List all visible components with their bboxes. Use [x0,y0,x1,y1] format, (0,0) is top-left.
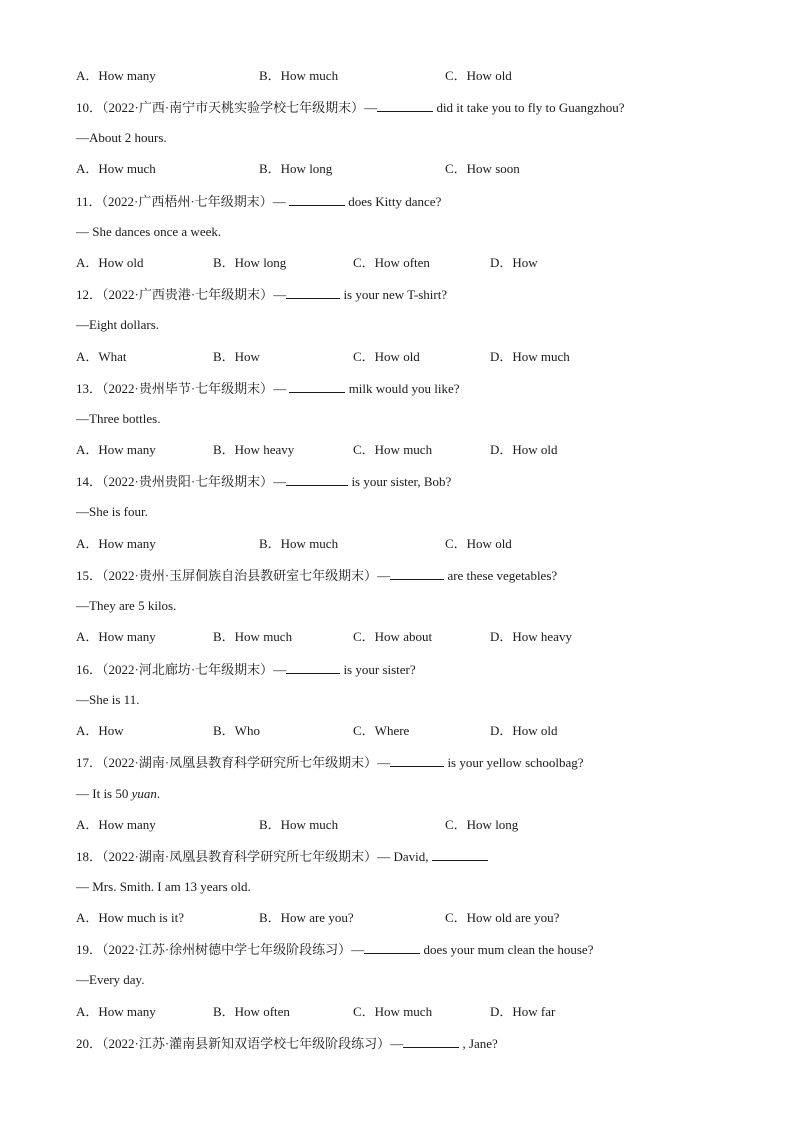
option-b: B．How long [213,255,287,270]
question-19: 19．（2022·江苏·徐州树德中学七年级阶段练习）— does your mum clean the house? [76,942,594,957]
option-d: D．How heavy [490,629,572,644]
option-a: A．How many [76,442,156,457]
option-b: B．How heavy [213,442,295,457]
question-number: 11． [76,194,102,209]
option-c: C．How much [353,442,433,457]
option-a: A．How [76,723,124,738]
option-d: D．How far [490,1004,556,1019]
option-b: B．How much [259,536,339,551]
option-a: A．How many [76,629,156,644]
option-a: A．How much is it? [76,910,184,925]
question-number: 20． [76,1036,103,1051]
question-number: 19． [76,942,103,957]
answer-blank [286,286,340,299]
question-10: 10．（2022·广西·南宁市天桃实验学校七年级期末）— did it take you to fly to Guangzhou? [76,100,625,115]
question-source: （2022·河北廊坊·七年级期末） [102,662,274,677]
question-source: （2022·广西贵港·七年级期末） [102,287,274,302]
option-b: B．How are you? [259,910,354,925]
option-c: C．How old [445,68,512,83]
question-source: （2022·贵州·玉屏侗族自治县教研室七年级期末） [102,568,378,583]
answer-line-12: —Eight dollars. [76,317,160,332]
option-a: A．How much [76,161,156,176]
option-b: B．Who [213,723,260,738]
question-source: （2022·江苏·徐州树德中学七年级阶段练习） [102,942,352,957]
question-20: 20．（2022·江苏·灌南县新知双语学校七年级阶段练习）— , Jane? [76,1036,498,1051]
question-source: （2022·广西梧州·七年级期末） [101,194,273,209]
option-b: B．How much [259,817,339,832]
option-c: C．How old [445,536,512,551]
question-number: 17． [76,755,103,770]
option-c: C．How long [445,817,519,832]
answer-line-17: — It is 50 yuan. [76,786,161,801]
option-c: C．How old are you? [445,910,560,925]
option-b: B．How [213,349,260,364]
option-a: A．How old [76,255,144,270]
question-12: 12．（2022·广西贵港·七年级期末）— is your new T-shirt? [76,287,448,302]
question-source: （2022·贵州贵阳·七年级期末） [102,474,274,489]
answer-line-14: —She is four. [76,504,148,519]
answer-line-19: —Every day. [76,972,145,987]
question-text: does your mum clean the house? [423,942,594,957]
option-b: B．How much [213,629,293,644]
question-text: is your yellow schoolbag? [447,755,584,770]
question-16: 16．（2022·河北廊坊·七年级期末）— is your sister? [76,662,416,677]
question-number: 15． [76,568,103,583]
answer-blank [390,567,444,580]
option-c: C．How soon [445,161,520,176]
answer-line-10: —About 2 hours. [76,130,167,145]
question-18: 18．（2022·湖南·凤凰县教育科学研究所七年级期末）— David, [76,848,488,865]
option-c: C．Where [353,723,410,738]
option-b: B．How long [259,161,333,176]
question-number: 14． [76,474,103,489]
option-d: D．How [490,255,538,270]
question-source: （2022·湖南·凤凰县教育科学研究所七年级期末） [102,755,378,770]
answer-blank [432,848,488,861]
question-17: 17．（2022·湖南·凤凰县教育科学研究所七年级期末）— is your yellow schoolbag? [76,755,584,770]
answer-blank [289,380,345,393]
option-a: A．How many [76,68,156,83]
currency-unit: yuan [131,786,157,801]
question-text: did it take you to fly to Guangzhou? [436,100,625,115]
answer-line-11: — She dances once a week. [76,224,222,239]
option-b: B．How often [213,1004,290,1019]
answer-line-15: —They are 5 kilos. [76,598,177,613]
question-number: 18． [76,849,103,864]
option-d: D．How old [490,442,558,457]
question-source: （2022·湖南·凤凰县教育科学研究所七年级期末） [102,849,378,864]
option-a: A．How many [76,1004,156,1019]
question-number: 16． [76,662,103,677]
option-c: C．How often [353,255,430,270]
answer-blank [390,754,444,767]
answer-blank [377,99,433,112]
answer-blank [403,1035,459,1048]
option-d: D．How much [490,349,570,364]
answer-blank [286,473,348,486]
question-text: , Jane? [459,1036,498,1051]
option-b: B．How much [259,68,339,83]
option-c: C．How old [353,349,420,364]
option-a: A．How many [76,536,156,551]
question-number: 10． [76,100,103,115]
question-number: 13． [76,381,103,396]
option-a: A．What [76,349,127,364]
option-c: C．How much [353,1004,433,1019]
question-text: are these vegetables? [447,568,558,583]
question-source: （2022·贵州毕节·七年级期末） [102,381,274,396]
answer-line-16: —She is 11. [76,692,140,707]
answer-line-18: — Mrs. Smith. I am 13 years old. [76,879,251,894]
question-13: 13．（2022·贵州毕节·七年级期末）— milk would you like? [76,381,460,396]
question-number: 12． [76,287,103,302]
option-a: A．How many [76,817,156,832]
answer-blank [289,193,345,206]
question-source: （2022·广西·南宁市天桃实验学校七年级期末） [102,100,365,115]
question-text: milk would you like? [348,381,460,396]
question-text: is your sister? [343,662,416,677]
question-text: is your sister, Bob? [351,474,452,489]
question-text: does Kitty dance? [348,194,442,209]
option-c: C．How about [353,629,433,644]
answer-blank [364,941,420,954]
answer-line-13: —Three bottles. [76,411,161,426]
question-11: 11．（2022·广西梧州·七年级期末）— does Kitty dance? [76,194,442,209]
question-15: 15．（2022·贵州·玉屏侗族自治县教研室七年级期末）— are these vegetables? [76,568,558,583]
question-text: is your new T-shirt? [343,287,448,302]
option-d: D．How old [490,723,558,738]
answer-blank [286,661,340,674]
question-14: 14．（2022·贵州贵阳·七年级期末）— is your sister, Bob? [76,474,452,489]
question-source: （2022·江苏·灌南县新知双语学校七年级阶段练习） [102,1036,391,1051]
